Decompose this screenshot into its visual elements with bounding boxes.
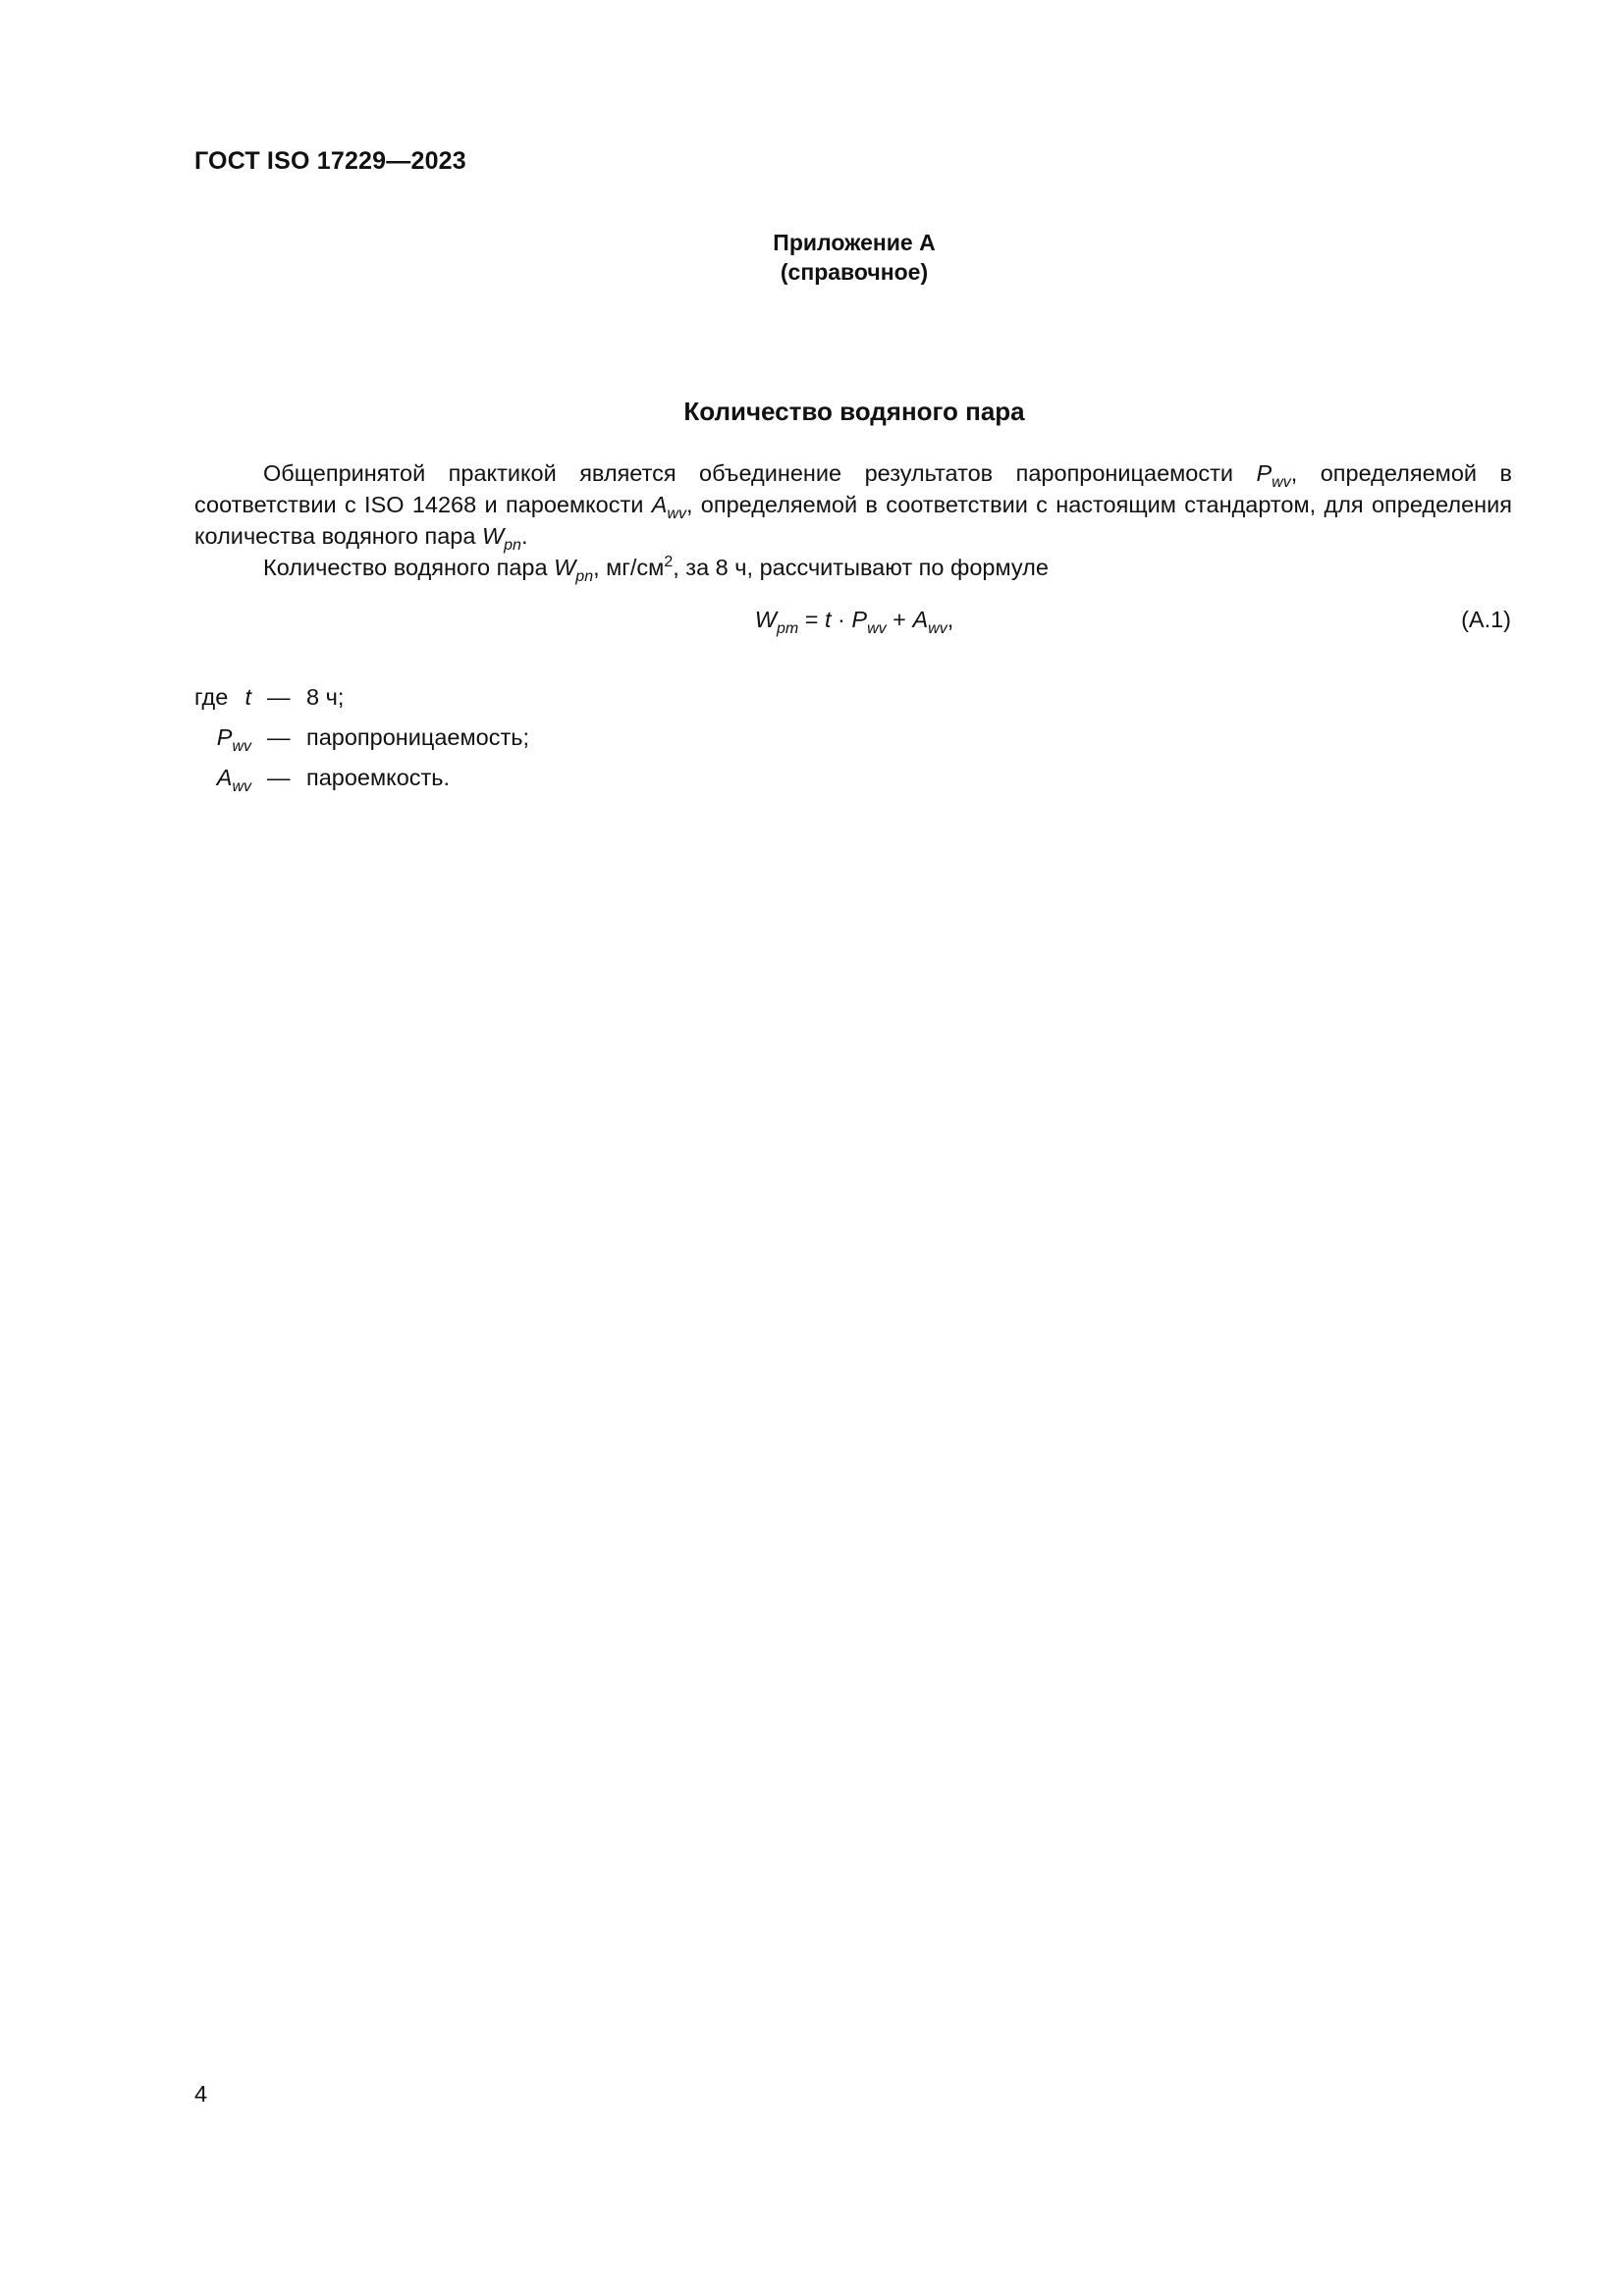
where-item-p: $P_{wv}$ — паропроницаемость;	[194, 718, 529, 758]
document-id: ГОСТ ISO 17229—2023	[194, 147, 466, 175]
body-text	[194, 457, 1512, 583]
where-desc: 8 ч;	[306, 684, 345, 710]
where-item-a: $A_{wv}$ — пароемкость.	[194, 758, 529, 798]
where-lead: где	[194, 684, 229, 710]
where-desc: паропроницаемость;	[306, 724, 530, 750]
paragraph-1: Общепринятой практикой является объединение результатов паропроницаемости $P_{wv}$, определяемой в соответствии с ISO 14268 и пароемкости $A_{wv}$, определяемой в соответствии с настоящим стандартом, для определения количества водяного пара $W_{pn}$.	[194, 460, 1512, 554]
where-desc: пароемкость.	[306, 765, 451, 790]
page-number: 4	[194, 2081, 208, 2107]
formula-number: (А.1)	[1461, 607, 1511, 632]
annex-heading	[0, 228, 1624, 287]
where-item-t: где t — 8 ч;	[194, 677, 529, 718]
annex-label: Приложение А	[773, 230, 936, 255]
formula-a1: $W_{pm} = t \cdot P_{wv} + A_{wv}$,	[754, 607, 954, 637]
paragraph-2: Количество водяного пара $W_{pn}$, $мг/см^2$, за 8 ч, рассчитывают по формуле	[263, 554, 1049, 585]
where-list	[194, 677, 529, 798]
section-title: Количество водяного пара	[683, 397, 1025, 426]
annex-type: (справочное)	[780, 259, 929, 285]
